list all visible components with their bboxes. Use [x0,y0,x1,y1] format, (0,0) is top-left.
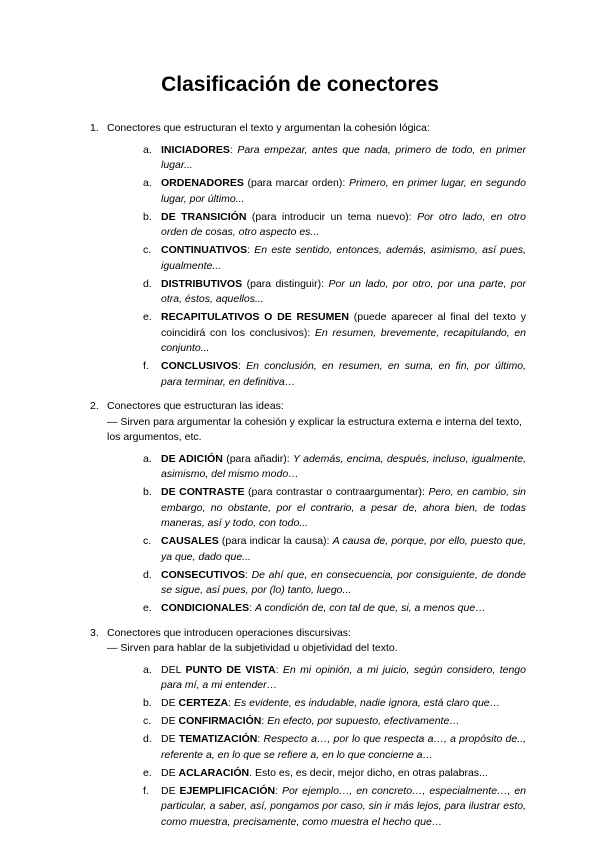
connector-examples: Respecto a…, por lo que respecta a…, a propósito de.., referente a, en lo que se refiere a, en lo que concierne a… [161,733,526,761]
connector-examples: Esto es, es decir, mejor dicho, en otras palabras... [254,766,488,779]
connector-examples: Por otro lado, en otro orden de cosas, otro aspecto es... [161,210,526,238]
section-1 [90,121,526,390]
item-letter: c. [143,535,152,547]
item-prefix: DE [161,766,179,779]
section-number: 3. [90,626,99,639]
connector-type: RECAPITULATIVOS O DE RESUMEN [161,311,349,323]
connector-item [143,310,526,357]
item-separator: : [247,244,255,256]
connector-type: CONSECUTIVOS [161,568,246,581]
item-separator: : [408,210,418,223]
item-separator: : [326,535,333,547]
connector-item [143,732,526,763]
item-separator: : [421,486,429,498]
connector-purpose: (para marcar orden) [243,177,343,189]
connector-type: TEMATIZACIÓN [178,733,258,745]
item-letter: b. [143,697,152,709]
item-separator: : [286,452,293,465]
item-letter: d. [143,568,152,581]
connector-examples: Por un lado, por otro, por una parte, por otra, éstos, aquellos... [161,277,526,305]
connector-type: EJEMPLIFICACIÓN [179,784,276,797]
item-separator: : [307,326,315,339]
connector-list [107,143,526,391]
item-letter: f. [143,360,149,372]
item-letter: b. [143,210,152,223]
connector-item [143,210,526,241]
connector-type: CAUSALES [161,535,219,547]
connector-type: ORDENADORES [161,177,244,189]
connector-type: CONFIRMACIÓN [178,715,262,727]
connector-examples: Pero, en cambio, sin embargo, no obstante, por el contrario, a pesar de, ahora bien, de todas maneras, así y todo, con todo... [161,486,526,529]
section-subheading: — Sirven para argumentar la cohesión y explicar la estructura externa e interna del texto, los argumentos, etc. [107,415,522,443]
connector-type: INICIADORES [161,143,230,156]
connector-examples: De ahí que, en consecuencia, por consiguiente, de donde se sigue, así pues, por (lo) tanto, luego... [161,568,526,596]
section-subheading: — Sirven para hablar de la subjetividad u objetividad del texto. [107,642,398,654]
section-heading: Conectores que estructuran el texto y argumentan la cohesión lógica: [107,122,430,134]
item-separator: : [228,697,234,709]
item-prefix: DE [161,733,179,745]
connector-type: DE TRANSICIÓN [161,210,247,223]
item-letter: c. [143,715,152,727]
document-body [90,121,526,839]
connector-item [143,243,526,274]
connector-item [143,766,526,782]
connector-list [107,452,526,617]
section-heading: Conectores que estructuran las ideas: [107,400,284,412]
connector-examples: En resumen, brevemente, recapitulando, en conjunto... [161,326,526,354]
connector-purpose: (puede aparecer al final del texto y coincidirá con los conclusivos) [161,311,526,339]
section-3 [90,626,526,831]
item-letter: d. [143,277,152,290]
item-separator: : [321,277,329,290]
connector-examples: Para empezar, antes que nada, primero de todo, en primer lugar... [161,143,526,171]
item-separator: : [229,143,238,156]
connector-purpose: (para distinguir) [242,277,322,290]
item-separator: : [245,568,252,581]
connector-type: CERTEZA [178,697,229,709]
connector-type: CONCLUSIVOS [161,360,239,372]
item-letter: c. [143,244,152,256]
item-prefix: DE [161,715,179,727]
connector-item [143,143,526,174]
item-separator: : [275,663,283,676]
connector-purpose: (para indicar la causa) [218,535,327,547]
connector-item [143,485,526,532]
connector-type: DE CONTRASTE [161,486,245,498]
connector-item [143,568,526,599]
connector-examples: Es evidente, es indudable, nadie ignora, está claro que… [233,697,501,709]
connector-examples: A causa de, porque, por ello, puesto que, ya que, dado que... [161,535,526,563]
connector-purpose: (para añadir) [222,452,287,465]
item-letter: a. [143,177,152,189]
connector-examples: En conclusión, en resumen, en suma, en fin, por último, para terminar, en definitiva… [161,360,526,388]
connector-item [143,359,526,390]
connector-item [143,663,526,694]
item-letter: b. [143,486,152,498]
connector-item [143,714,526,730]
item-letter: f. [143,784,149,797]
item-prefix: DEL [161,663,186,676]
connector-list [107,663,526,831]
connector-type: CONTINUATIVOS [161,244,248,256]
connector-examples: En efecto, por supuesto, efectivamente… [267,715,460,727]
connector-item [143,452,526,483]
connector-examples: Y además, encima, después, incluso, igualmente, asimismo, del mismo modo… [161,452,526,480]
connector-examples: Primero, en primer lugar, en segundo lugar, por último... [161,177,526,205]
connector-item [143,601,526,617]
item-separator: : [257,733,264,745]
item-letter: a. [143,143,152,156]
connector-item [143,534,526,565]
connector-type: PUNTO DE VISTA [185,663,276,676]
connector-type: DISTRIBUTIVOS [161,277,243,290]
section-number: 1. [90,122,99,134]
item-letter: e. [143,311,152,323]
item-letter: e. [143,766,152,779]
section-number: 2. [90,400,99,412]
connector-type: CONDICIONALES [161,602,250,614]
item-separator: : [275,784,282,797]
connector-type: DE ADICIÓN [161,452,223,465]
item-separator: : [342,177,349,189]
section-heading: Conectores que introducen operaciones discursivas: [107,626,351,639]
item-prefix: DE [161,697,179,709]
section-2 [90,399,526,617]
connector-item [143,696,526,712]
item-prefix: DE [161,784,180,797]
item-separator: : [238,360,247,372]
item-letter: a. [143,452,152,465]
connector-examples: En este sentido, entonces, además, asimismo, así pues, igualmente... [161,244,526,272]
connector-purpose: (para contrastar o contraargumentar) [244,486,422,498]
page-title: Clasificación de conectores [161,73,439,96]
connector-purpose: (para introducir un tema nuevo) [246,210,409,223]
connector-item [143,277,526,308]
item-letter: a. [143,663,152,676]
item-letter: d. [143,733,152,745]
connector-examples: A condición de, con tal de que, si, a menos que… [254,602,486,614]
connector-item [143,176,526,207]
item-separator: : [249,602,255,614]
item-separator: : [261,715,268,727]
item-letter: e. [143,602,152,614]
connector-type: ACLARACIÓN [178,766,250,779]
item-separator: . [249,766,255,779]
connector-examples: En mi opinión, a mi juicio, según considero, tengo para mí, a mi entender… [161,663,526,691]
connector-item [143,784,526,831]
connector-examples: Por ejemplo…, en concreto…, especialmente…, en particular, a saber, así, pongamos por caso, sin ir más lejos, para ilustrar esto, como muestra, precisamente, como muestra el hecho que… [161,784,526,828]
